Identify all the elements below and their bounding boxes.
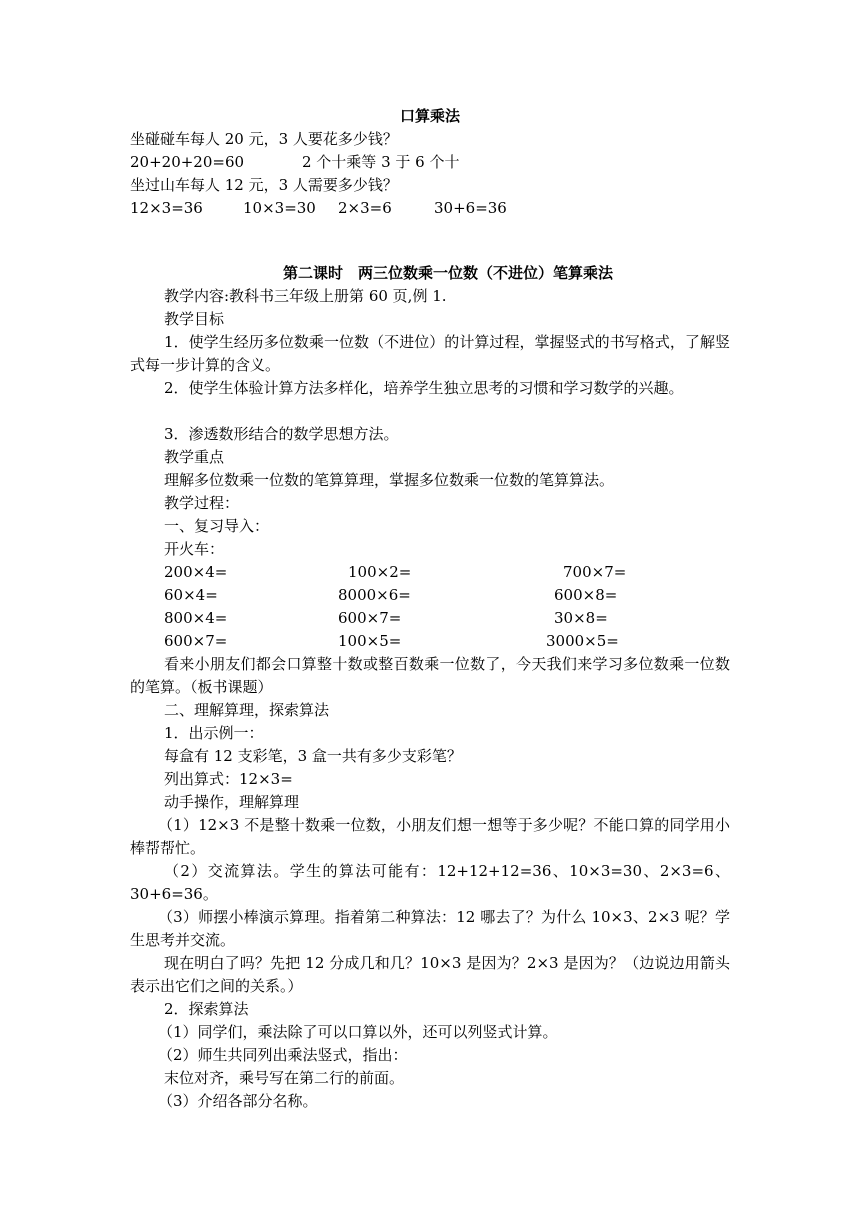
hands-on: 动手操作，理解算理 [164, 793, 300, 811]
goal-1: 1．使学生经历多位数乘一位数（不进位）的计算过程，掌握竖式的书写格式，了解竖式每一步计算的含义。 [130, 333, 730, 374]
train-label: 开火车： [164, 540, 225, 558]
train-cell: 600×8= [554, 586, 618, 604]
intro-paragraph: 看来小朋友们都会口算整十数或整百数乘一位数了，今天我们来学习多位数乘一位数的笔算。（板书课题） [130, 655, 730, 696]
example-question: 每盒有 12 支彩笔，3 盒一共有多少支彩笔？ [164, 747, 462, 765]
key-text: 理解多位数乘一位数的笔算算理，掌握多位数乘一位数的笔算算法。 [164, 471, 615, 489]
explore-heading: 2．探索算法 [164, 1000, 249, 1018]
section1-calc-3: 2×3=6 [338, 199, 392, 217]
equation: 列出算式：12×3= [164, 770, 293, 788]
section1-calc-2: 10×3=30 [243, 199, 316, 217]
explore-2: （2）师生共同列出乘法竖式，指出： [158, 1046, 408, 1064]
step-3: （3）师摆小棒演示算理。指着第二种算法：12 哪去了？为什么 10×3、2×3 呢？学生思考并交流。 [130, 908, 730, 949]
train-cell: 3000×5= [546, 632, 619, 650]
section1-calc-1: 12×3=36 [130, 199, 203, 217]
train-cell: 30×8= [554, 609, 608, 627]
goal-2: 2．使学生体验计算方法多样化，培养学生独立思考的习惯和学习数学的兴趣。 [164, 379, 684, 397]
explore-1: （1）同学们，乘法除了可以口算以外，还可以列竖式计算。 [158, 1023, 558, 1041]
key-heading: 教学重点 [164, 448, 225, 466]
train-cell: 200×4= [164, 563, 228, 581]
step-2: （2）交流算法。学生的算法可能有：12+12+12=36、10×3=30、2×3=6、30+6=36。 [130, 862, 730, 903]
explore-3: （3）介绍各部分名称。 [158, 1092, 318, 1110]
example-label: 1．出示例一： [164, 724, 264, 742]
process-heading: 教学过程： [164, 494, 240, 512]
train-cell: 100×2= [348, 563, 412, 581]
section1-line-1: 坐碰碰车每人 20 元，3 人要花多少钱？ [130, 130, 398, 148]
train-cell: 600×7= [338, 609, 402, 627]
step-1: （1）12×3 不是整十数乘一位数，小朋友们想一想等于多少呢？不能口算的同学用小棒帮帮忙。 [130, 816, 730, 857]
section1-calc-4: 30+6=36 [434, 199, 507, 217]
train-cell: 600×7= [164, 632, 228, 650]
train-cell: 700×7= [563, 563, 627, 581]
teaching-content: 教学内容:教科书三年级上册第 60 页,例 1. [164, 287, 447, 305]
goal-3: 3．渗透数形结合的数学思想方法。 [164, 425, 399, 443]
train-cell: 100×5= [338, 632, 402, 650]
explore-2b: 末位对齐，乘号写在第二行的前面。 [164, 1069, 405, 1087]
section2-title: 第二课时 两三位数乘一位数（不进位）笔算乘法 [282, 264, 613, 282]
review-heading: 一、复习导入： [164, 517, 270, 535]
understand-paragraph: 现在明白了吗？先把 12 分成几和几？10×3 是因为？2×3 是因为？（边说边用箭头表示出它们之间的关系。） [130, 954, 730, 995]
section1-line-2: 20+20+20=60 [130, 153, 245, 171]
section1-title: 口算乘法 [399, 107, 460, 125]
section1-line-3: 坐过山车每人 12 元，3 人需要多少钱？ [130, 176, 398, 194]
train-cell: 800×4= [164, 609, 228, 627]
section1-line-2b: 2 个十乘等 3 于 6 个十 [302, 153, 460, 171]
train-cell: 8000×6= [338, 586, 411, 604]
understand-heading: 二、理解算理，探索算法 [164, 701, 330, 719]
train-cell: 60×4= [164, 586, 218, 604]
goals-heading: 教学目标 [164, 310, 225, 328]
